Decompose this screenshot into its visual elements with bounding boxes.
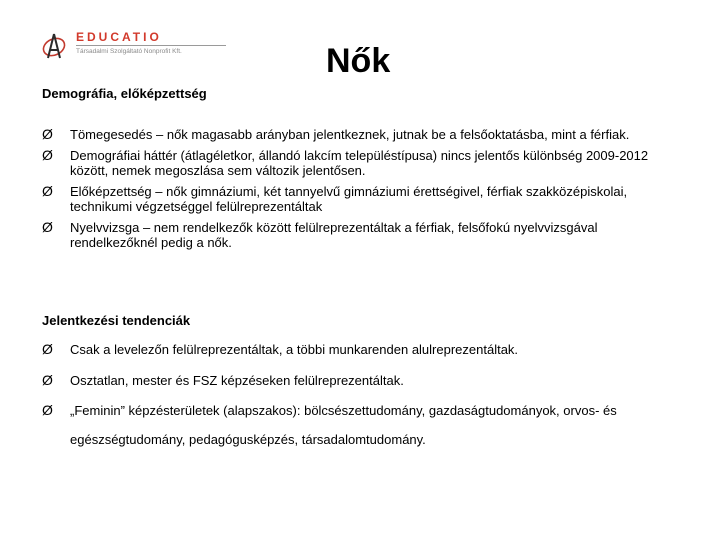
bullet-text: Osztatlan, mester és FSZ képzéseken felülreprezentáltak. — [70, 372, 404, 388]
list-item — [42, 342, 682, 358]
arrow-bullet-icon: Ø — [42, 218, 53, 235]
educatio-logo-icon — [40, 30, 72, 62]
logo-divider — [76, 45, 226, 46]
bullet-text: Csak a levelezőn felülreprezentáltak, a többi munkarenden alulreprezentáltak. — [70, 342, 519, 357]
list-item — [42, 373, 682, 389]
arrow-bullet-icon: Ø — [42, 146, 53, 163]
bullet-text: Előképzettség – nők gimnáziumi, két tannyelvű gimnáziumi érettségivel, férfiak szakközépiskolai, technikumi végzetséggel felülreprezentáltak — [70, 183, 628, 214]
slide-title: Nők — [326, 42, 391, 80]
demography-bullet-list — [42, 127, 682, 256]
bullet-text: Tömegesedés – nők magasabb arányban jelentkeznek, jutnak be a felsőoktatásba, mint a férfiak. — [70, 127, 630, 142]
bullet-text: Demográfiai háttér (átlagéletkor, állandó lakcím településtípusa) nincs jelentős különbség 2009-2012 között, nemek megoszlása sem változik jelentősen. — [70, 147, 649, 178]
section-heading-demography: Demográfia, előképzettség — [42, 86, 207, 101]
arrow-bullet-icon: Ø — [42, 402, 53, 418]
bullet-text: „Feminin” képzésterületek (alapszakos): bölcsészettudomány, gazdaságtudományok, orvos- és egészségtudomány, pedagógusképzés, társadalomtudomány. — [70, 403, 617, 447]
trends-bullet-list — [42, 342, 682, 469]
list-item — [42, 396, 682, 454]
arrow-bullet-icon: Ø — [42, 182, 53, 199]
educatio-logo — [40, 28, 200, 62]
arrow-bullet-icon: Ø — [42, 341, 53, 357]
bullet-text: Nyelvvizsga – nem rendelkezők között felülreprezentáltak a férfiak, felsőfokú nyelvvizsgával rendelkezőknél pedig a nők. — [70, 219, 598, 250]
list-item — [42, 127, 682, 143]
arrow-bullet-icon: Ø — [42, 126, 53, 142]
list-item — [42, 148, 682, 179]
list-item — [42, 184, 682, 215]
section-heading-application-trends: Jelentkezési tendenciák — [42, 313, 191, 328]
arrow-bullet-icon: Ø — [42, 371, 53, 388]
logo-subtitle: Társadalmi Szolgáltató Nonprofit Kft. — [76, 48, 182, 55]
list-item — [42, 220, 682, 251]
logo-name: EDUCATIO — [76, 30, 162, 44]
